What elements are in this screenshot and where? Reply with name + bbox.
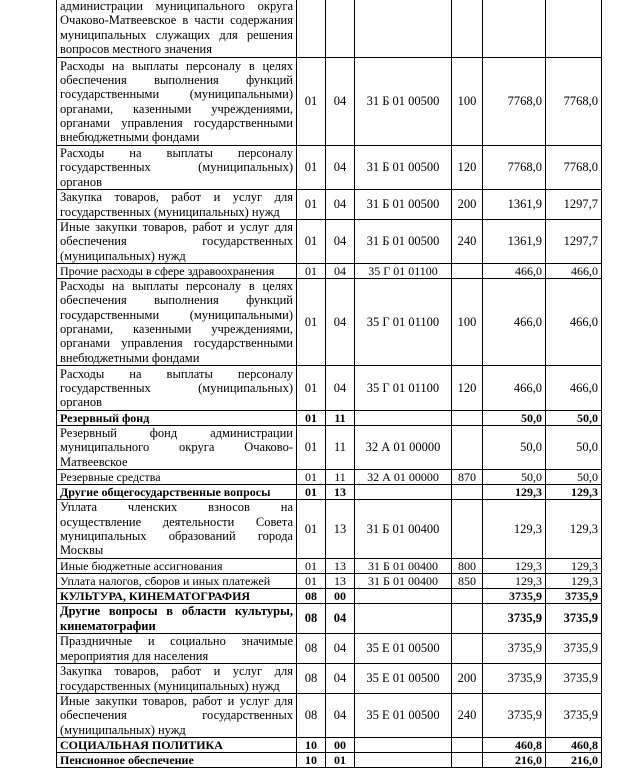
- row-section-code: 01: [297, 366, 326, 411]
- row-target-article: 35 Е 01 00500: [355, 664, 452, 694]
- row-expense-type: [452, 753, 483, 768]
- row-amount-1: 3735,9: [483, 694, 546, 738]
- row-subsection-code: 13: [326, 500, 355, 559]
- row-subsection-code: 11: [326, 411, 355, 426]
- row-subsection-code: 13: [326, 559, 355, 574]
- row-expense-type: [452, 589, 483, 604]
- row-amount-2: [546, 0, 602, 58]
- row-name: Другие вопросы в области культуры, кинематографии: [57, 604, 297, 634]
- table-row: [57, 220, 602, 264]
- row-target-article: 31 Б 01 00500: [355, 190, 452, 220]
- row-amount-2: 466,0: [546, 279, 602, 366]
- table-row: [57, 485, 602, 500]
- row-subsection-code: 11: [326, 426, 355, 470]
- row-amount-1: [483, 0, 546, 58]
- row-subsection-code: 04: [326, 58, 355, 146]
- row-amount-1: 129,3: [483, 574, 546, 589]
- row-target-article: [355, 738, 452, 753]
- row-name: Расходы на выплаты персоналу в целях обеспечения выполнения функций государственными (муниципальными) органами, казенными учреждениями, органами управления государственными внебюджетными фондами: [57, 58, 297, 146]
- row-expense-type: 200: [452, 664, 483, 694]
- row-amount-1: 466,0: [483, 264, 546, 279]
- row-subsection-code: 04: [326, 664, 355, 694]
- budget-table-body: [57, 0, 602, 768]
- table-row: [57, 366, 602, 411]
- row-amount-1: 460,8: [483, 738, 546, 753]
- row-target-article: 35 Г 01 01100: [355, 264, 452, 279]
- table-row: [57, 426, 602, 470]
- row-name: администрации муниципального округа Очаково-Матвеевское в части содержания муниципальных служащих для решения вопросов местного значения: [57, 0, 297, 58]
- row-section-code: [297, 0, 326, 58]
- row-target-article: 35 Г 01 01100: [355, 279, 452, 366]
- row-subsection-code: 04: [326, 366, 355, 411]
- row-name: Расходы на выплаты персоналу государственных (муниципальных) органов: [57, 146, 297, 190]
- row-subsection-code: 13: [326, 574, 355, 589]
- row-amount-2: 3735,9: [546, 694, 602, 738]
- row-name: Резервные средства: [57, 470, 297, 485]
- row-expense-type: [452, 634, 483, 664]
- row-name: Иные закупки товаров, работ и услуг для обеспечения государственных (муниципальных) нужд: [57, 220, 297, 264]
- row-subsection-code: 01: [326, 753, 355, 768]
- table-row: [57, 738, 602, 753]
- row-amount-2: 129,3: [546, 500, 602, 559]
- row-section-code: 01: [297, 574, 326, 589]
- row-expense-type: 800: [452, 559, 483, 574]
- row-subsection-code: 04: [326, 190, 355, 220]
- row-section-code: 01: [297, 559, 326, 574]
- table-row: [57, 146, 602, 190]
- row-amount-2: 129,3: [546, 559, 602, 574]
- row-section-code: 10: [297, 753, 326, 768]
- row-section-code: 01: [297, 190, 326, 220]
- row-section-code: 08: [297, 589, 326, 604]
- row-name: Закупка товаров, работ и услуг для государственных (муниципальных) нужд: [57, 664, 297, 694]
- row-section-code: 01: [297, 220, 326, 264]
- table-row: [57, 411, 602, 426]
- row-target-article: 31 Б 01 00400: [355, 559, 452, 574]
- row-subsection-code: 11: [326, 470, 355, 485]
- row-section-code: 01: [297, 500, 326, 559]
- row-section-code: 01: [297, 426, 326, 470]
- row-expense-type: [452, 0, 483, 58]
- row-expense-type: 120: [452, 146, 483, 190]
- row-subsection-code: 04: [326, 220, 355, 264]
- row-expense-type: [452, 500, 483, 559]
- row-name: КУЛЬТУРА, КИНЕМАТОГРАФИЯ: [57, 589, 297, 604]
- row-section-code: 01: [297, 485, 326, 500]
- row-expense-type: [452, 426, 483, 470]
- row-amount-2: 129,3: [546, 574, 602, 589]
- row-expense-type: 240: [452, 694, 483, 738]
- row-section-code: 08: [297, 664, 326, 694]
- row-target-article: 31 Б 01 00500: [355, 146, 452, 190]
- row-target-article: 32 А 01 00000: [355, 470, 452, 485]
- row-subsection-code: 13: [326, 485, 355, 500]
- row-amount-2: 3735,9: [546, 664, 602, 694]
- row-name: Расходы на выплаты персоналу в целях обеспечения выполнения функций государственными (муниципальными) органами, казенными учреждениями, органами управления государственными внебюджетными фондами: [57, 279, 297, 366]
- table-row: [57, 0, 602, 58]
- row-section-code: 01: [297, 264, 326, 279]
- row-subsection-code: 04: [326, 694, 355, 738]
- budget-table: [56, 0, 602, 768]
- row-section-code: 01: [297, 146, 326, 190]
- table-row: [57, 58, 602, 146]
- row-amount-2: 3735,9: [546, 634, 602, 664]
- row-name: Закупка товаров, работ и услуг для государственных (муниципальных) нужд: [57, 190, 297, 220]
- row-expense-type: 200: [452, 190, 483, 220]
- table-row: [57, 264, 602, 279]
- row-section-code: 08: [297, 634, 326, 664]
- row-amount-2: 216,0: [546, 753, 602, 768]
- row-amount-2: 1297,7: [546, 220, 602, 264]
- row-amount-2: 3735,9: [546, 604, 602, 634]
- row-amount-2: 7768,0: [546, 58, 602, 146]
- row-section-code: 10: [297, 738, 326, 753]
- row-expense-type: 850: [452, 574, 483, 589]
- row-target-article: [355, 753, 452, 768]
- row-amount-2: 50,0: [546, 470, 602, 485]
- row-amount-2: 466,0: [546, 264, 602, 279]
- row-name: Резервный фонд администрации муниципального округа Очаково-Матвеевское: [57, 426, 297, 470]
- row-amount-1: 7768,0: [483, 146, 546, 190]
- table-row: [57, 753, 602, 768]
- row-amount-1: 129,3: [483, 485, 546, 500]
- row-amount-1: 129,3: [483, 500, 546, 559]
- row-name: СОЦИАЛЬНАЯ ПОЛИТИКА: [57, 738, 297, 753]
- row-target-article: 32 А 01 00000: [355, 426, 452, 470]
- row-expense-type: 100: [452, 58, 483, 146]
- row-name: Иные закупки товаров, работ и услуг для обеспечения государственных (муниципальных) нужд: [57, 694, 297, 738]
- row-amount-1: 50,0: [483, 411, 546, 426]
- row-subsection-code: 00: [326, 738, 355, 753]
- row-target-article: [355, 411, 452, 426]
- row-amount-2: 460,8: [546, 738, 602, 753]
- row-subsection-code: 04: [326, 604, 355, 634]
- row-amount-1: 129,3: [483, 559, 546, 574]
- table-row: [57, 634, 602, 664]
- row-name: Пенсионное обеспечение: [57, 753, 297, 768]
- row-amount-1: 3735,9: [483, 634, 546, 664]
- table-row: [57, 470, 602, 485]
- row-name: Прочие расходы в сфере здравоохранения: [57, 264, 297, 279]
- table-row: [57, 604, 602, 634]
- row-amount-1: 3735,9: [483, 589, 546, 604]
- row-expense-type: 870: [452, 470, 483, 485]
- row-subsection-code: 04: [326, 146, 355, 190]
- row-expense-type: 120: [452, 366, 483, 411]
- row-name: Иные бюджетные ассигнования: [57, 559, 297, 574]
- row-amount-1: 50,0: [483, 470, 546, 485]
- row-amount-1: 3735,9: [483, 604, 546, 634]
- row-amount-1: 50,0: [483, 426, 546, 470]
- row-section-code: 01: [297, 411, 326, 426]
- row-target-article: 31 Б 01 00500: [355, 220, 452, 264]
- table-row: [57, 664, 602, 694]
- row-name: Другие общегосударственные вопросы: [57, 485, 297, 500]
- row-expense-type: [452, 604, 483, 634]
- table-row: [57, 574, 602, 589]
- row-amount-2: 466,0: [546, 366, 602, 411]
- table-row: [57, 694, 602, 738]
- row-amount-1: 1361,9: [483, 220, 546, 264]
- row-amount-1: 466,0: [483, 366, 546, 411]
- row-subsection-code: 04: [326, 279, 355, 366]
- row-name: Уплата членских взносов на осуществление деятельности Совета муниципальных образований города Москвы: [57, 500, 297, 559]
- row-target-article: 31 Б 01 00500: [355, 58, 452, 146]
- row-section-code: 08: [297, 694, 326, 738]
- row-subsection-code: 04: [326, 634, 355, 664]
- table-row: [57, 559, 602, 574]
- row-amount-2: 50,0: [546, 411, 602, 426]
- row-amount-1: 1361,9: [483, 190, 546, 220]
- row-expense-type: 100: [452, 279, 483, 366]
- row-amount-1: 3735,9: [483, 664, 546, 694]
- row-section-code: 01: [297, 470, 326, 485]
- row-amount-1: 7768,0: [483, 58, 546, 146]
- row-amount-2: 7768,0: [546, 146, 602, 190]
- row-name: Праздничные и социально значимые мероприятия для населения: [57, 634, 297, 664]
- row-target-article: [355, 604, 452, 634]
- row-amount-1: 216,0: [483, 753, 546, 768]
- row-amount-2: 129,3: [546, 485, 602, 500]
- row-expense-type: [452, 485, 483, 500]
- table-row: [57, 279, 602, 366]
- row-target-article: 35 Г 01 01100: [355, 366, 452, 411]
- row-amount-2: 3735,9: [546, 589, 602, 604]
- row-subsection-code: [326, 0, 355, 58]
- row-section-code: 01: [297, 58, 326, 146]
- row-amount-2: 50,0: [546, 426, 602, 470]
- table-row: [57, 589, 602, 604]
- row-section-code: 08: [297, 604, 326, 634]
- table-row: [57, 500, 602, 559]
- row-target-article: [355, 485, 452, 500]
- row-target-article: 31 Б 01 00400: [355, 574, 452, 589]
- row-expense-type: [452, 411, 483, 426]
- row-expense-type: [452, 738, 483, 753]
- row-target-article: [355, 589, 452, 604]
- row-subsection-code: 04: [326, 264, 355, 279]
- row-expense-type: 240: [452, 220, 483, 264]
- row-amount-1: 466,0: [483, 279, 546, 366]
- row-target-article: 31 Б 01 00400: [355, 500, 452, 559]
- row-subsection-code: 00: [326, 589, 355, 604]
- row-name: Уплата налогов, сборов и иных платежей: [57, 574, 297, 589]
- row-target-article: 35 Е 01 00500: [355, 694, 452, 738]
- row-name: Резервный фонд: [57, 411, 297, 426]
- row-expense-type: [452, 264, 483, 279]
- row-target-article: 35 Е 01 00500: [355, 634, 452, 664]
- row-section-code: 01: [297, 279, 326, 366]
- row-amount-2: 1297,7: [546, 190, 602, 220]
- row-name: Расходы на выплаты персоналу государственных (муниципальных) органов: [57, 366, 297, 411]
- row-target-article: [355, 0, 452, 58]
- table-row: [57, 190, 602, 220]
